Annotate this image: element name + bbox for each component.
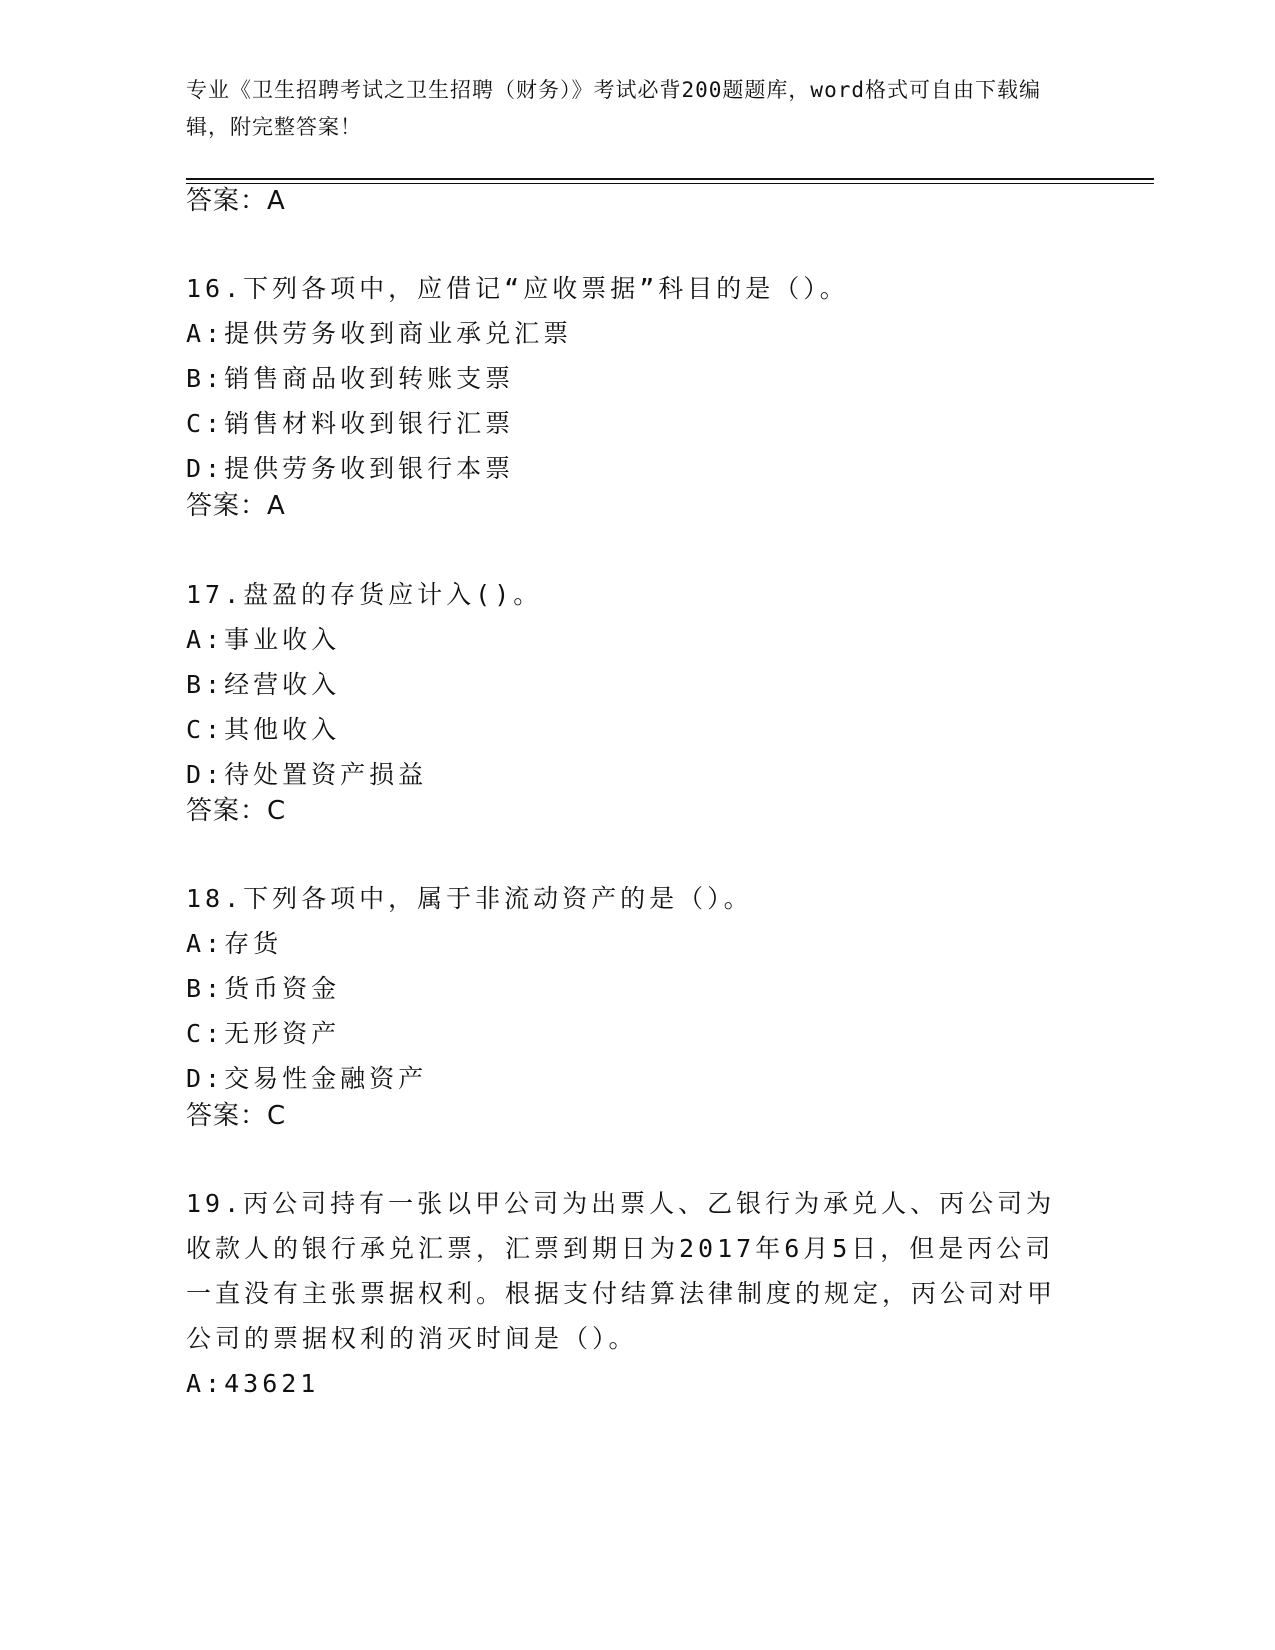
header-divider-thick [186,178,1154,180]
option-a: A:事业收入 [186,625,341,654]
answer-17: 答案：C [186,796,287,826]
option-c: C:无形资产 [186,1019,341,1048]
option-d: D:提供劳务收到银行本票 [186,454,515,483]
option-a: A:存货 [186,929,283,958]
question-18 [186,876,1086,1101]
question-stem: 17.盘盈的存货应计入()。 [186,580,543,609]
answer-15: 答案：A [186,186,286,216]
option-b: B:货币资金 [186,974,341,1003]
header-divider-thin [186,183,1154,184]
answer-18: 答案：C [186,1101,287,1131]
question-16 [186,266,1086,491]
option-b: B:销售商品收到转账支票 [186,364,515,393]
question-19 [186,1181,1066,1406]
option-d: D:待处置资产损益 [186,760,428,789]
question-stem: 19.丙公司持有一张以甲公司为出票人、乙银行为承兑人、丙公司为收款人的银行承兑汇票，汇票到期日为2017年6月5日，但是丙公司一直没有主张票据权利。根据支付结算法律制度的规定，丙公司对甲公司的票据权利的消灭时间是（）。 [186,1189,1057,1353]
question-stem: 18.下列各项中，属于非流动资产的是（）。 [186,884,753,913]
option-b: B:经营收入 [186,670,341,699]
option-c: C:其他收入 [186,715,341,744]
question-17 [186,572,1086,797]
option-a: A:提供劳务收到商业承兑汇票 [186,319,573,348]
option-c: C:销售材料收到银行汇票 [186,409,515,438]
question-stem: 16.下列各项中，应借记“应收票据”科目的是（）。 [186,274,849,303]
option-a: A:43621 [186,1369,320,1398]
document-header: 专业《卫生招聘考试之卫生招聘（财务）》考试必背200题题库，word格式可自由下载编辑，附完整答案！ [186,78,1041,139]
answer-16: 答案：A [186,491,286,521]
option-d: D:交易性金融资产 [186,1064,428,1093]
